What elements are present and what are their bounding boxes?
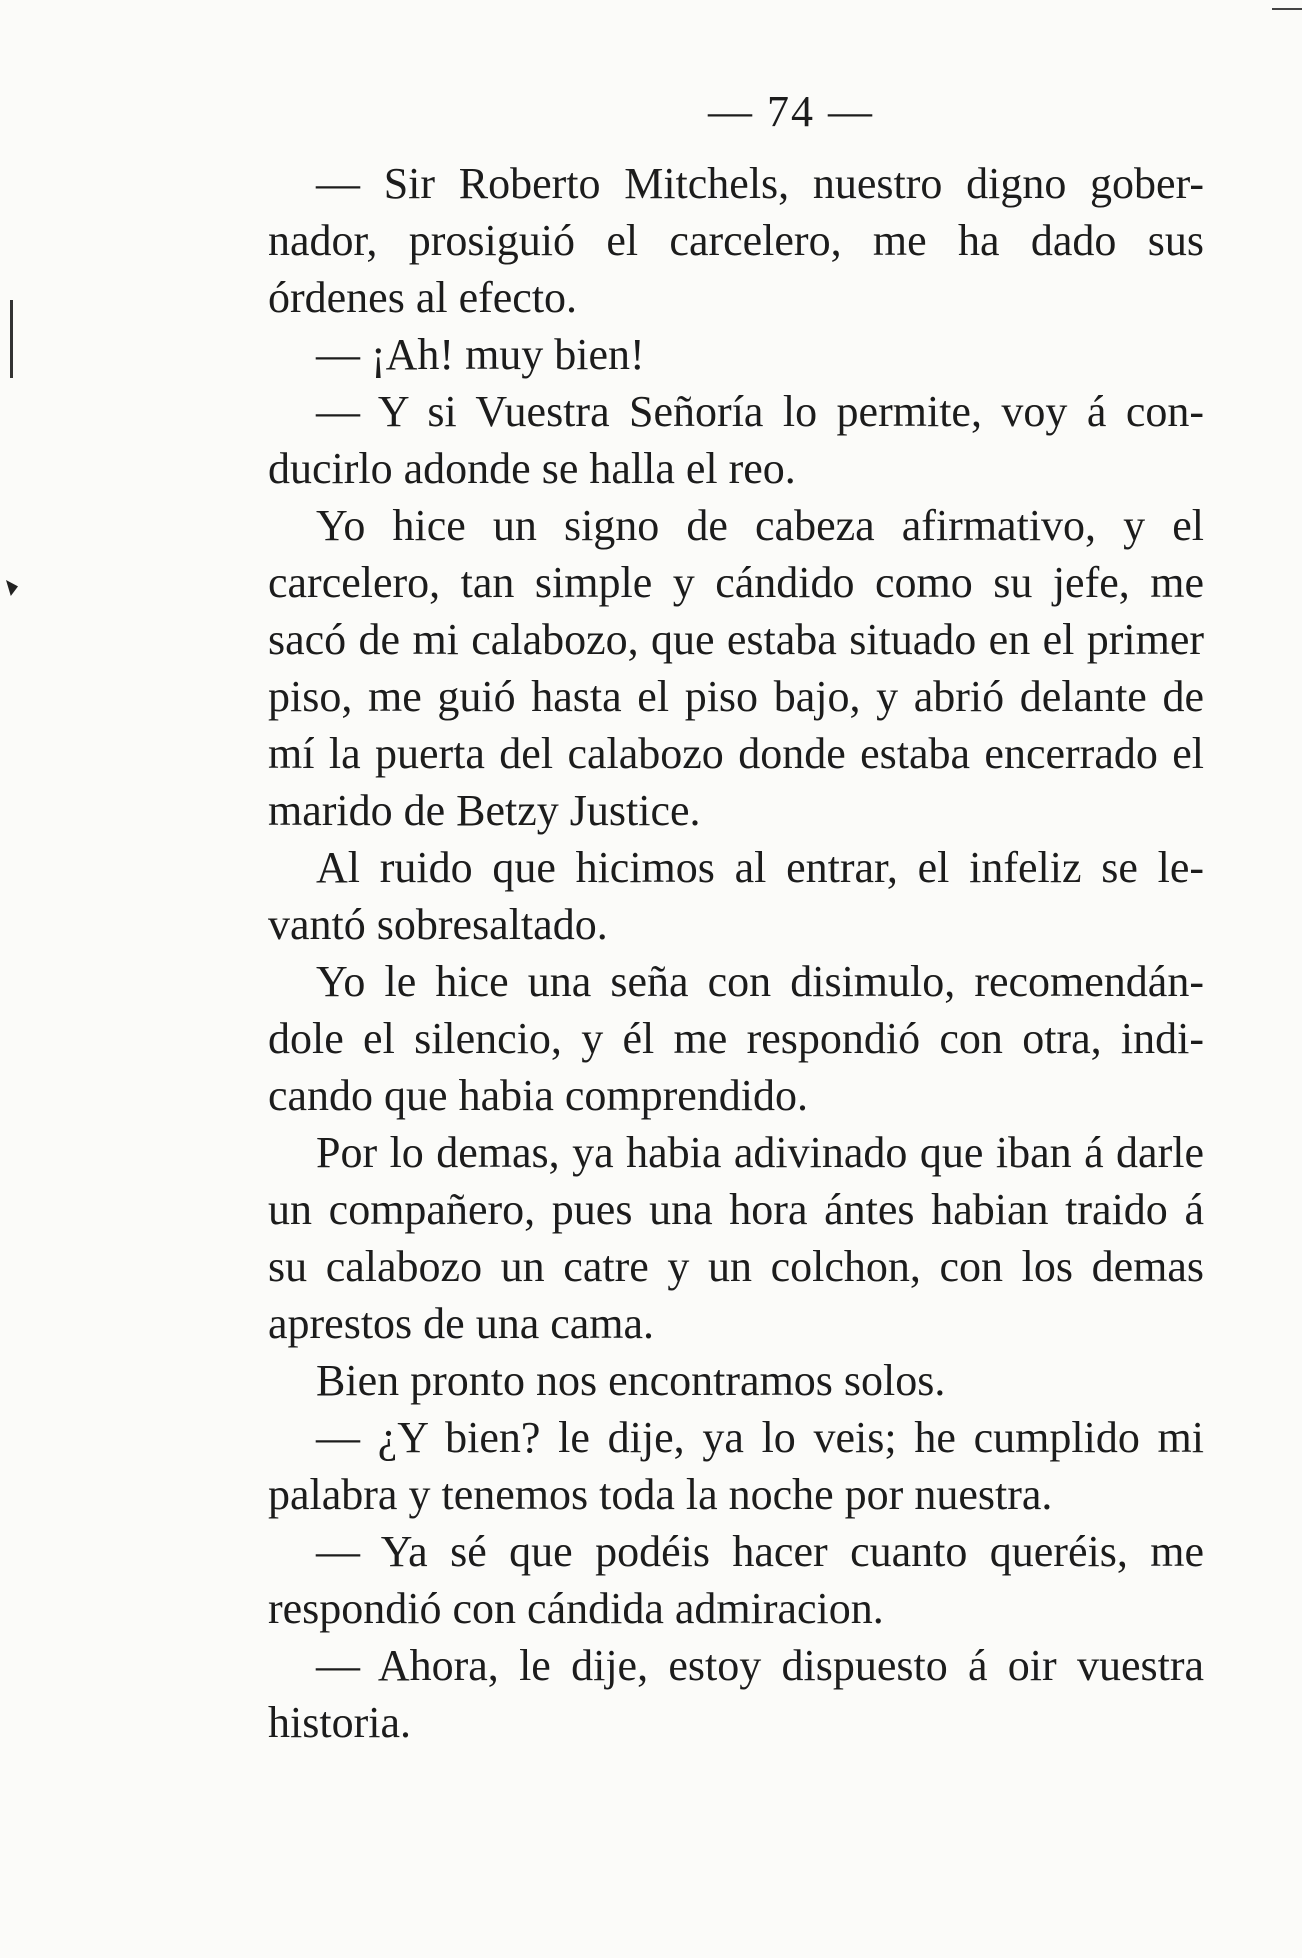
paragraph: — Sir Roberto Mitchels, nuestro digno gober-nador, prosiguió el carcelero, me ha dado sus órdenes al efecto. bbox=[268, 159, 1204, 322]
paragraph: Bien pronto nos encontramos solos. bbox=[316, 1356, 946, 1405]
paragraph: — Y si Vuestra Señoría lo permite, voy á con-ducirlo adonde se halla el reo. bbox=[268, 387, 1204, 493]
paragraph: — ¿Y bien? le dije, ya lo veis; he cumplido mi palabra y tenemos toda la noche por nuestra. bbox=[268, 1413, 1204, 1519]
paragraph: — Ya sé que podéis hacer cuanto queréis, me respondió con cándida admiracion. bbox=[268, 1527, 1204, 1633]
paragraph: — Ahora, le dije, estoy dispuesto á oir vuestra historia. bbox=[268, 1641, 1204, 1747]
paragraph: Yo hice un signo de cabeza afirmativo, y el carcelero, tan simple y cándido como su jefe, me sacó de mi calabozo, que estaba situado en el primer piso, me guió hasta el piso bajo, y abrió delante de mí la puerta del calabozo donde estaba encerrado el marido de Betzy Justice. bbox=[268, 501, 1204, 835]
paragraph: Yo le hice una seña con disimulo, recomendán-dole el silencio, y él me respondió con otra, indi-cando que habia comprendido. bbox=[268, 957, 1204, 1120]
page-number: — 74 — bbox=[708, 87, 874, 136]
body-text bbox=[268, 155, 1204, 1751]
paragraph: Al ruido que hicimos al entrar, el infeliz se le-vantó sobresaltado. bbox=[268, 843, 1204, 949]
margin-tick-mark bbox=[6, 580, 18, 596]
scan-edge-mark bbox=[1272, 8, 1302, 10]
paragraph: — ¡Ah! muy bien! bbox=[316, 330, 645, 379]
paragraph: Por lo demas, ya habia adivinado que iban á darle un compañero, pues una hora ántes habian traido á su calabozo un catre y un colchon, con los demas aprestos de una cama. bbox=[268, 1128, 1204, 1348]
margin-line-mark bbox=[10, 300, 13, 378]
